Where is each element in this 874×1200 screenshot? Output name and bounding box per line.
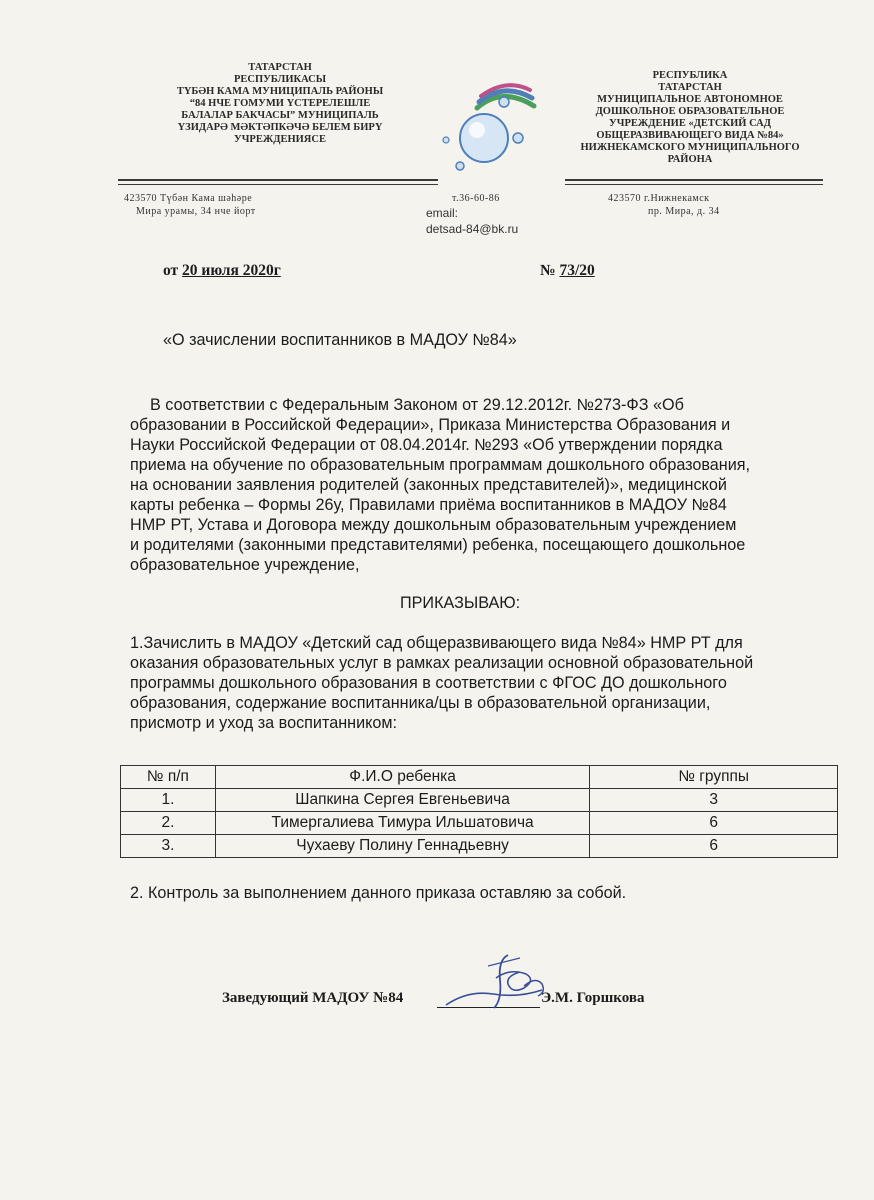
row-group: 6	[590, 812, 838, 835]
preamble-line: образовательное учреждение,	[130, 556, 360, 574]
preamble	[130, 395, 750, 575]
address-right-line-2: пр. Мира, д. 34	[648, 206, 720, 217]
header-group: № группы	[590, 766, 838, 789]
header-name: Ф.И.О ребенка	[215, 766, 590, 789]
order-number: № 73/20	[540, 262, 595, 279]
item-1-line: присмотр и уход за воспитанником:	[130, 714, 398, 732]
signatory-name: Э.М. Горшкова	[541, 990, 645, 1006]
header-number: № п/п	[121, 766, 216, 789]
handwritten-signature-icon	[438, 950, 558, 1020]
children-table	[120, 765, 838, 858]
decree-word: ПРИКАЗЫВАЮ:	[400, 594, 521, 612]
item-1-line: оказания образовательных услуг в рамках реализации основной образовательной	[130, 654, 754, 672]
row-number: 1.	[121, 789, 216, 812]
item-1	[130, 633, 753, 733]
address-right-line-1: 423570 г.Нижнекамск	[608, 193, 710, 204]
header-divider-right-thin	[565, 184, 823, 185]
preamble-line: образовании в Российской Федерации», Приказа Министерства Образования и	[130, 416, 731, 434]
order-number-value: 73/20	[559, 262, 595, 279]
preamble-line: и родителями (законными представителями) ребенка, посещающего дошкольное	[130, 536, 746, 554]
item-1-line: программы дошкольного образования в соответствии с ФГОС ДО дошкольного	[130, 674, 727, 692]
address-left-line-2: Мира урамы, 34 нче йорт	[136, 206, 256, 217]
preamble-line: В соответствии с Федеральным Законом от 29.12.2012г. №273-ФЗ «Об	[150, 396, 684, 414]
preamble-line: НМР РТ, Устава и Договора между дошкольным образовательным учреждением	[130, 516, 737, 534]
row-number: 3.	[121, 835, 216, 858]
signatory-position: Заведующий МАДОУ №84	[222, 990, 404, 1006]
phone: т.36-60-86	[452, 193, 500, 204]
address-left-line-1: 423570 Түбән Кама шәһәре	[124, 193, 253, 204]
preamble-line: приема на обучение по образовательным программам дошкольного образования,	[130, 456, 751, 474]
table-row	[121, 812, 838, 835]
row-child-name: Тимергалиева Тимура Ильшатовича	[215, 812, 590, 835]
header-divider-left	[118, 179, 438, 181]
item-1-line: 1.Зачислить в МАДОУ «Детский сад общеразвивающего вида №84» НМР РТ для	[130, 634, 743, 652]
row-child-name: Чухаеву Полину Геннадьевну	[215, 835, 590, 858]
row-child-name: Шапкина Сергея Евгеньевича	[215, 789, 590, 812]
header-divider-right	[565, 179, 823, 181]
header-divider-left-thin	[118, 184, 438, 185]
row-number: 2.	[121, 812, 216, 835]
email-label: email:	[426, 206, 459, 220]
preamble-line: на основании заявления родителей (законных представителей)», медицинской	[130, 476, 727, 494]
table-row	[121, 835, 838, 858]
row-group: 3	[590, 789, 838, 812]
item-2: 2. Контроль за выполнением данного приказа оставляю за собой.	[130, 884, 627, 902]
kindergarten-logo-icon	[432, 80, 542, 180]
table-header-row	[121, 766, 838, 789]
order-date-value: 20 июля 2020г	[182, 262, 281, 279]
header-right-org-name: РЕСПУБЛИКА ТАТАРСТАН МУНИЦИПАЛЬНОЕ АВТОНОМНОЕ ДОШКОЛЬНОЕ ОБРАЗОВАТЕЛЬНОЕ УЧРЕЖДЕНИЕ «ДЕТСКИЙ САД ОБЩЕРАЗВИВАЮЩЕГО ВИДА №84» НИЖНЕКАМСКОГО МУНИЦИПАЛЬНОГО РАЙОНА	[580, 70, 800, 165]
header-left-org-name: ТАТАРСТАН РЕСПУБЛИКАСЫ ТҮБӘН КАМА МУНИЦИПАЛЬ РАЙОНЫ “84 НЧЕ ГОМУМИ ҮСТЕРЕЛЕШЛЕ БАЛАЛАР БАКЧАСЫ” МУНИЦИПАЛЬ ҮЗИДАРӘ МӘКТӘПКӘЧӘ БЕЛЕМ БИРҮ УЧРЕЖДЕНИЯСЕ	[176, 62, 384, 145]
order-title: «О зачислении воспитанников в МАДОУ №84»	[163, 331, 517, 349]
row-group: 6	[590, 835, 838, 858]
item-1-line: образования, содержание воспитанника/цы в образовательной организации,	[130, 694, 711, 712]
order-date: от 20 июля 2020г	[163, 262, 281, 279]
preamble-line: карты ребенка – Формы 26у, Правилами приёма воспитанников в МАДОУ №84	[130, 496, 727, 514]
email-value: detsad-84@bk.ru	[426, 222, 519, 236]
table-row	[121, 789, 838, 812]
preamble-line: Науки Российской Федерации от 08.04.2014г. №293 «Об утверждении порядка	[130, 436, 723, 454]
